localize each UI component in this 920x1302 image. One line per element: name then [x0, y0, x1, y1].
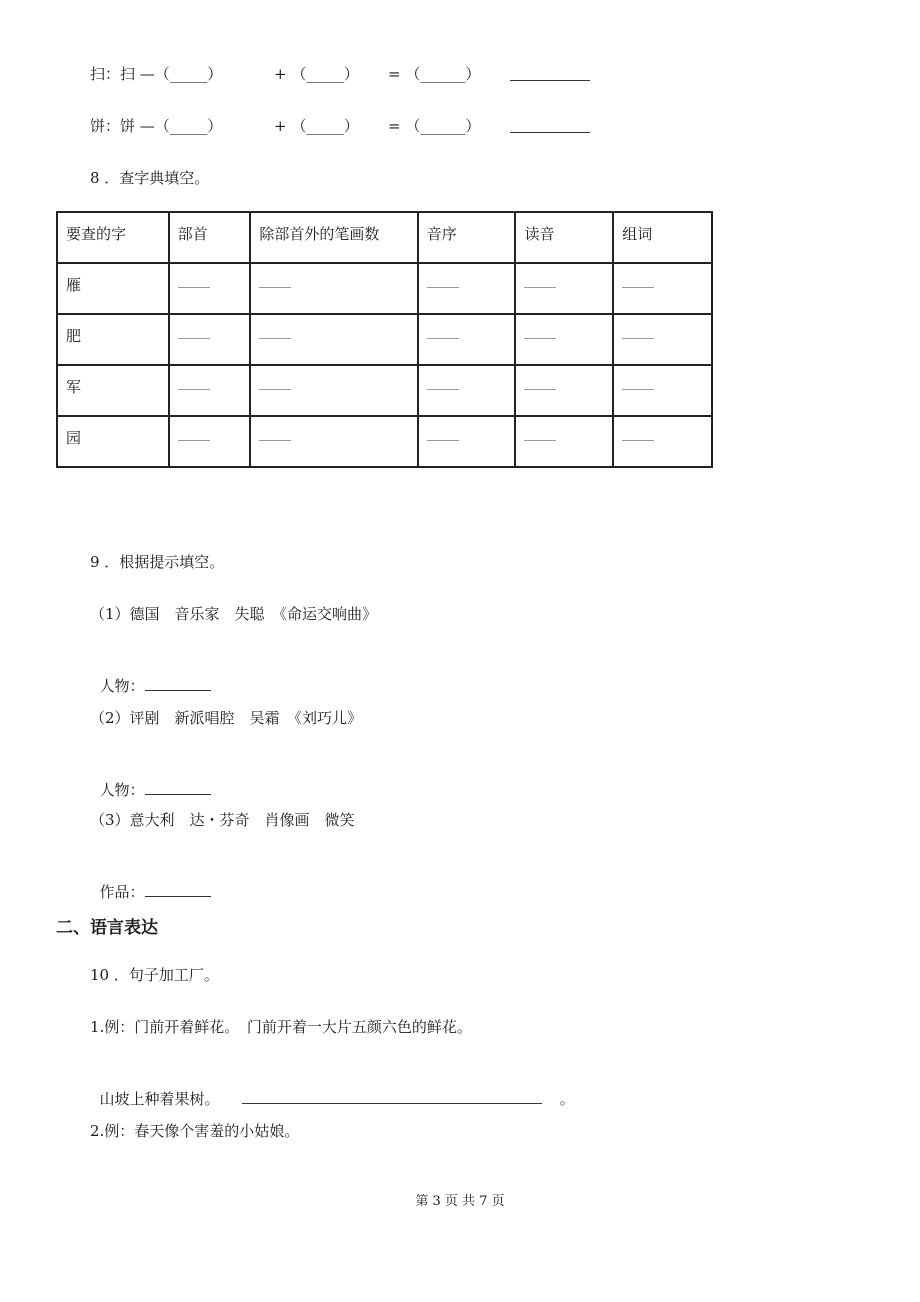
split-label: 扫：扫 —（_____） [90, 65, 223, 83]
hint-line: （1）德国 音乐家 失聪 《命运交响曲》 [90, 605, 378, 623]
table-row [57, 263, 712, 314]
exercise-prompt: 山坡上种着果树。 [99, 1090, 220, 1108]
fill-cell[interactable] [169, 314, 251, 365]
split-equals: = （______） [388, 117, 481, 135]
answer-line [90, 760, 211, 800]
answer-blank[interactable] [242, 1089, 542, 1104]
header-cell: 部首 [169, 212, 251, 263]
fill-cell[interactable] [250, 365, 417, 416]
table-row [57, 314, 712, 365]
answer-label: 人物： [99, 781, 145, 799]
split-plus: + （_____） [274, 65, 359, 83]
question-8-title: 8 ．查字典填空。 [90, 169, 210, 187]
fill-cell[interactable] [169, 416, 251, 467]
hint-line: （2）评剧 新派唱腔 吴霜 《刘巧儿》 [90, 709, 363, 727]
table-header-row [57, 212, 712, 263]
fill-cell[interactable] [250, 416, 417, 467]
answer-blank[interactable] [510, 66, 590, 81]
hint-line: （3）意大利 达・芬奇 肖像画 微笑 [90, 811, 355, 829]
char-cell: 军 [57, 365, 169, 416]
fill-cell[interactable] [169, 263, 251, 314]
fill-cell[interactable] [418, 365, 516, 416]
section-heading: 二、语言表达 [56, 918, 158, 938]
answer-blank[interactable] [145, 676, 211, 691]
fill-cell[interactable] [613, 314, 712, 365]
answer-label: 作品： [99, 883, 145, 901]
exercise-line [90, 1069, 575, 1109]
fill-cell[interactable] [418, 263, 516, 314]
char-cell: 肥 [57, 314, 169, 365]
answer-label: 人物： [99, 677, 145, 695]
table-row [57, 365, 712, 416]
example-1: 1.例：门前开着鲜花。 门前开着一大片五颜六色的鲜花。 [90, 1018, 472, 1036]
answer-line [90, 656, 211, 696]
fill-cell[interactable] [515, 416, 613, 467]
fill-cell[interactable] [613, 365, 712, 416]
answer-blank[interactable] [510, 118, 590, 133]
char-cell: 园 [57, 416, 169, 467]
fill-cell[interactable] [515, 314, 613, 365]
dictionary-table [56, 211, 713, 468]
fill-cell[interactable] [515, 365, 613, 416]
table-row [57, 416, 712, 467]
answer-blank[interactable] [145, 780, 211, 795]
question-9-title: 9 ．根据提示填空。 [90, 553, 225, 571]
header-cell: 除部首外的笔画数 [250, 212, 417, 263]
example-2: 2.例：春天像个害羞的小姑娘。 [90, 1122, 300, 1140]
header-cell: 组词 [613, 212, 712, 263]
split-equals: = （______） [388, 65, 481, 83]
sentence-end: 。 [559, 1090, 575, 1108]
fill-cell[interactable] [613, 416, 712, 467]
fill-cell[interactable] [515, 263, 613, 314]
header-cell: 读音 [515, 212, 613, 263]
fill-cell[interactable] [613, 263, 712, 314]
header-cell: 要查的字 [57, 212, 169, 263]
fill-cell[interactable] [418, 314, 516, 365]
split-plus: + （_____） [274, 117, 359, 135]
fill-cell[interactable] [418, 416, 516, 467]
answer-blank[interactable] [145, 882, 211, 897]
page-footer: 第 3 页 共 7 页 [415, 1194, 505, 1209]
char-cell: 雁 [57, 263, 169, 314]
question-10-title: 10 ．句子加工厂。 [90, 966, 219, 984]
answer-line [90, 862, 211, 902]
fill-cell[interactable] [250, 263, 417, 314]
split-label: 饼：饼 —（_____） [90, 117, 223, 135]
header-cell: 音序 [418, 212, 516, 263]
fill-cell[interactable] [250, 314, 417, 365]
fill-cell[interactable] [169, 365, 251, 416]
